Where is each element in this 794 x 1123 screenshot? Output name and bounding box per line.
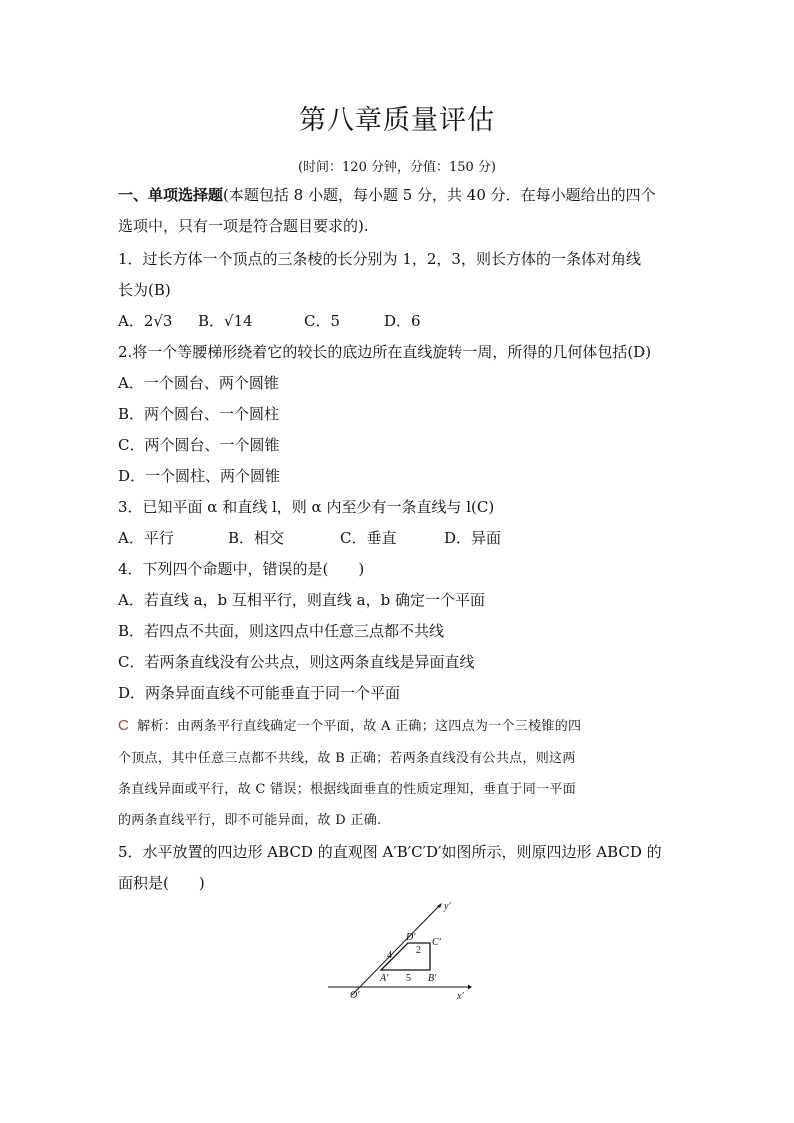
q3-option-a: A．平行	[118, 529, 174, 547]
q1-stem-1: 1．过长方体一个顶点的三条棱的长分别为 1，2，3，则长方体的一条体对角线	[118, 250, 641, 268]
vertex-b-label: B′	[428, 973, 437, 984]
side-ab-length: 5	[406, 973, 411, 984]
side-dc-length: 2	[416, 945, 421, 956]
vertex-c-label: C′	[432, 937, 441, 948]
y-axis-label: y′	[444, 901, 451, 912]
x-axis-label: x′	[457, 991, 464, 1002]
q2-option-d: D．一个圆柱、两个圆锥	[118, 467, 281, 485]
page-title: 第八章质量评估	[299, 105, 495, 136]
q2-option-b: B．两个圆台、一个圆柱	[118, 405, 280, 423]
q1-option-d: D．6	[384, 312, 421, 330]
q4-explanation-line-1	[118, 715, 581, 734]
q3-options	[118, 527, 501, 548]
vertex-a-label: A′	[380, 973, 389, 984]
q5-stem-1: 5．水平放置的四边形 ABCD 的直观图 A′B′C′D′如图所示，则原四边形 ABCD 的	[118, 843, 662, 861]
vertex-d-label: D′	[406, 932, 416, 943]
q4-explanation-line-2: 个顶点，其中任意三点都不共线，故 B 正确；若两条直线没有公共点，则这两	[118, 751, 576, 766]
q4-option-c: C．若两条直线没有公共点，则这两条直线是异面直线	[118, 653, 475, 671]
side-ad-length: 4	[387, 950, 392, 961]
q1-option-a: A．2√3	[118, 312, 173, 330]
q4-option-a: A．若直线 a，b 互相平行，则直线 a，b 确定一个平面	[118, 591, 485, 609]
q3-option-c: C．垂直	[340, 529, 397, 547]
q3-option-d: D．异面	[444, 529, 502, 547]
q4-option-d: D．两条异面直线不可能垂直于同一个平面	[118, 684, 401, 702]
q3-stem: 3．已知平面 α 和直线 l，则 α 内至少有一条直线与 l(C)	[118, 498, 495, 516]
q4-explanation-line-4: 的两条直线平行，即不可能异面，故 D 正确.	[118, 813, 382, 828]
q1-option-c: C．5	[304, 312, 341, 330]
q2-option-a: A．一个圆台、两个圆锥	[118, 374, 279, 392]
q4-stem: 4．下列四个命题中，错误的是( )	[118, 560, 365, 578]
oblique-diagram	[320, 895, 480, 1007]
x-axis-arrow	[468, 985, 472, 990]
q1-stem-2: 长为(B)	[118, 281, 171, 299]
q4-explanation-line-3: 条直线异面或平行，故 C 错误；根据线面垂直的性质定理知，垂直于同一平面	[118, 782, 577, 797]
q1-option-b: B．√14	[198, 312, 253, 330]
origin-label: O′	[350, 990, 360, 1001]
section-heading: 一、单项选择题	[118, 186, 224, 204]
q4-explanation-text-1: 解析：由两条平行直线确定一个平面，故 A 正确；这四点为一个三棱锥的四	[137, 719, 582, 734]
q4-option-b: B．若四点不共面，则这四点中任意三点都不共线	[118, 622, 445, 640]
y-axis-line	[352, 905, 440, 995]
q4-answer-letter: C	[118, 717, 130, 734]
exam-info: (时间：120 分钟，分值：150 分)	[297, 160, 497, 175]
q2-option-c: C．两个圆台、一个圆锥	[118, 436, 280, 454]
section-desc-2: 选项中，只有一项是符合题目要求的).	[118, 217, 369, 235]
q3-option-b: B．相交	[228, 529, 285, 547]
q2-stem: 2.将一个等腰梯形绕着它的较长的底边所在直线旋转一周，所得的几何体包括(D)	[118, 343, 652, 361]
q5-stem-2: 面积是( )	[118, 874, 205, 892]
section-heading-line	[118, 184, 656, 205]
section-desc-1: (本题包括 8 小题，每小题 5 分，共 40 分．在每小题给出的四个	[223, 186, 656, 204]
q1-options	[118, 310, 421, 331]
